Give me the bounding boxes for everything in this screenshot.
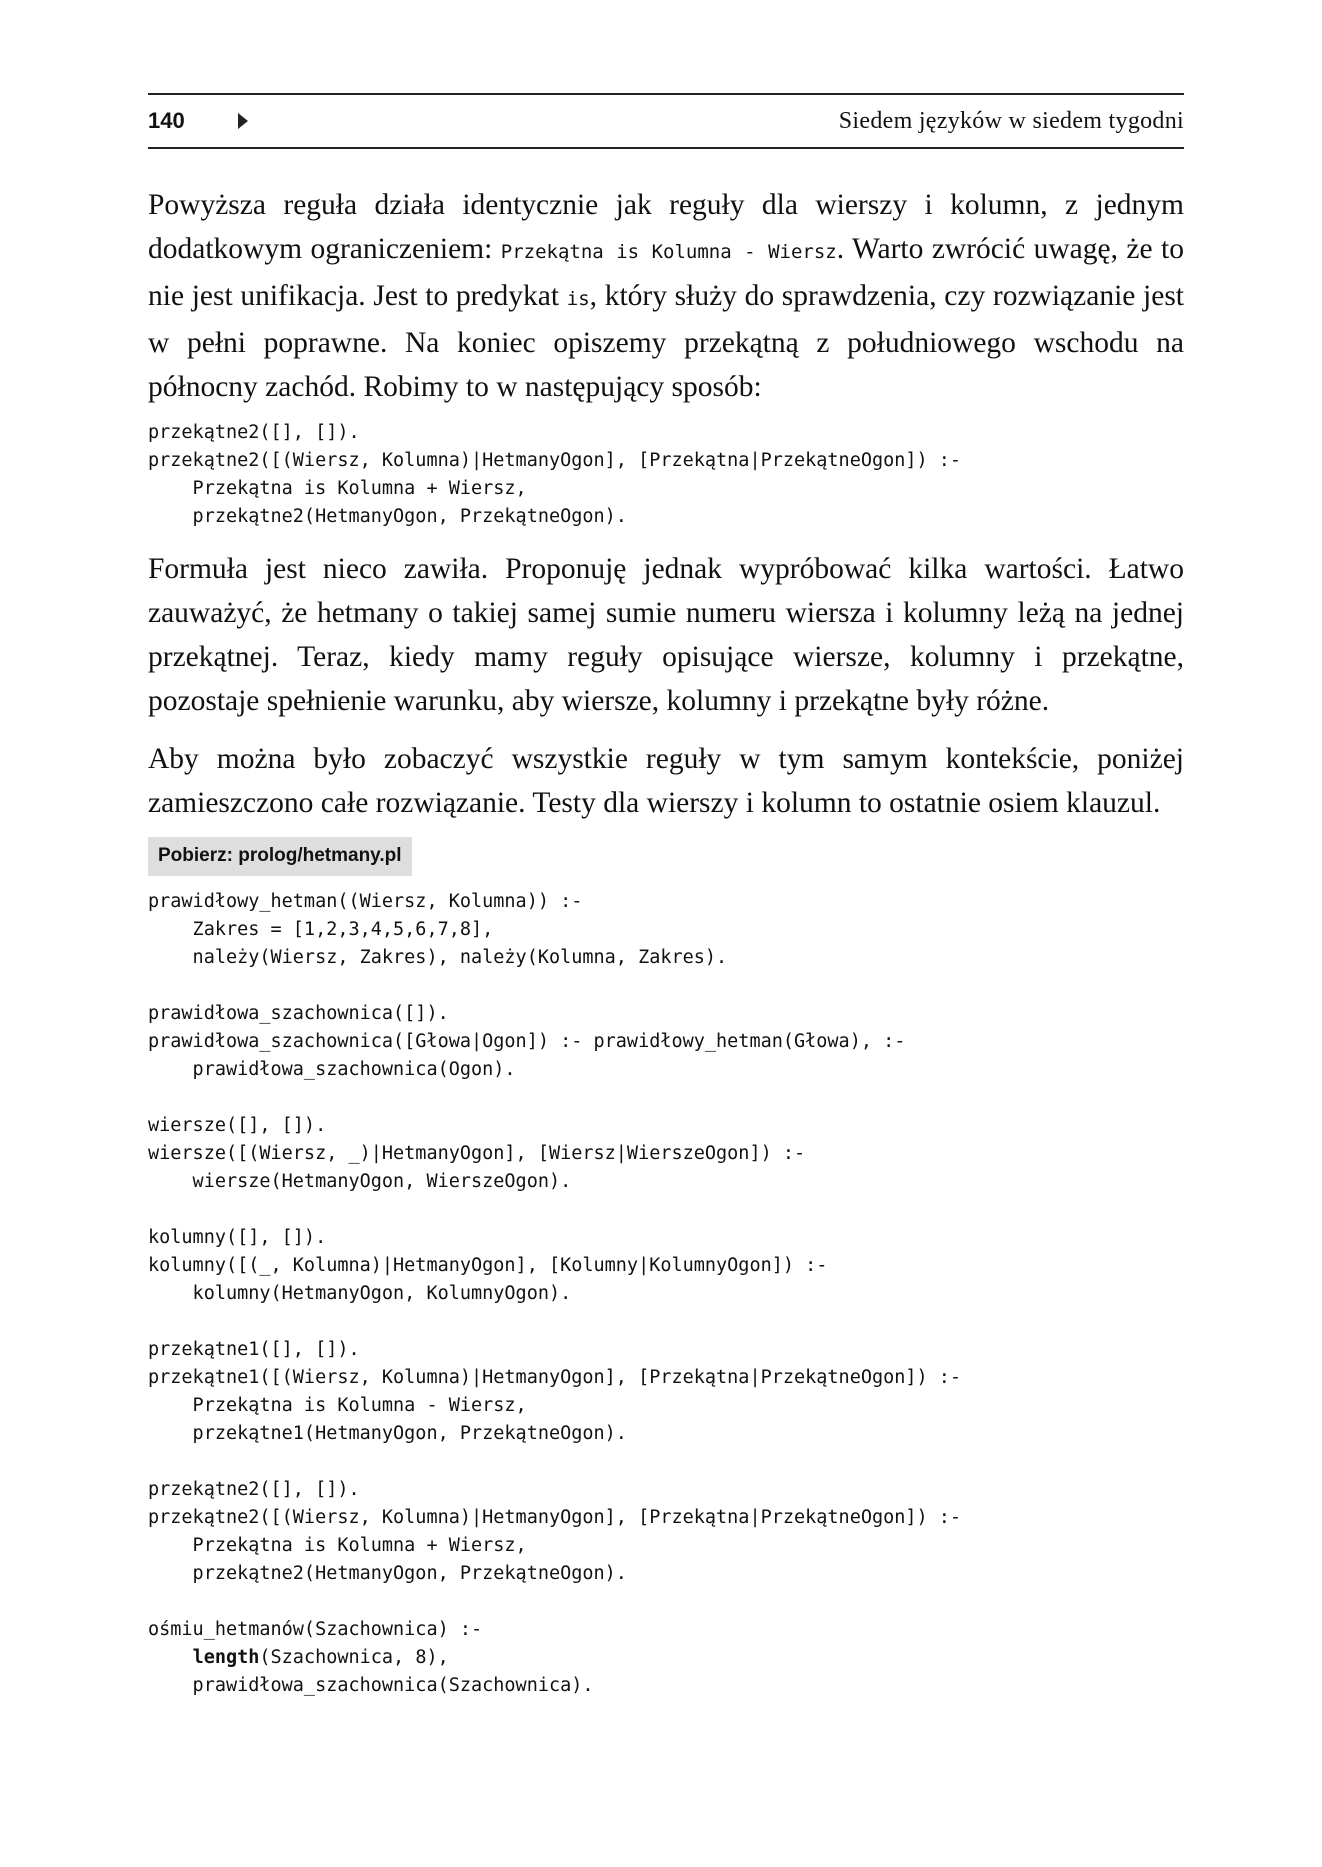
code-line: wiersze([(Wiersz, _)|HetmanyOgon], [Wiersz|WierszeOgon]) :-	[148, 1143, 806, 1164]
code-line: przekątne1(HetmanyOgon, PrzekątneOgon).	[148, 1423, 627, 1444]
code-line: kolumny(HetmanyOgon, KolumnyOgon).	[148, 1283, 572, 1304]
code-blank-line	[148, 1588, 1184, 1616]
code-listing-hetmany	[148, 888, 1184, 1700]
paragraph-1	[148, 183, 1184, 409]
code-blank-line	[148, 1084, 1184, 1112]
code-line-rest: (Szachownica, 8),	[259, 1647, 449, 1668]
code-keyword-length: length	[192, 1647, 260, 1668]
code-line: prawidłowa_szachownica([Głowa|Ogon]) :- prawidłowy_hetman(Głowa), :-	[148, 1031, 906, 1052]
code-line: przekątne2(HetmanyOgon, PrzekątneOgon).	[148, 1563, 627, 1584]
code-line: przekątne2([], []).	[148, 422, 360, 443]
page-header	[148, 93, 1184, 149]
paragraph-1-text-c: , który służy do sprawdzenia, czy rozwiązanie jest w pełni poprawne. Na koniec opiszemy przekątną z południowego wschodu na północny zachód. Robimy to w następujący sposób:	[148, 280, 1184, 403]
code-line: Zakres = [1,2,3,4,5,6,7,8],	[148, 919, 494, 940]
code-listing-przekatne2	[148, 419, 1184, 531]
code-line: kolumny([(_, Kolumna)|HetmanyOgon], [Kolumny|KolumnyOgon]) :-	[148, 1255, 828, 1276]
code-indent	[148, 1647, 193, 1668]
paragraph-1-text-a: Powyższa reguła działa identycznie jak reguły dla wierszy i kolumn, z jednym dodatkowym ograniczeniem:	[148, 189, 1184, 265]
code-line: przekątne1([], []).	[148, 1339, 360, 1360]
code-line: przekątne2(HetmanyOgon, PrzekątneOgon).	[148, 506, 627, 527]
book-page	[148, 93, 1184, 1700]
triangle-right-icon	[238, 113, 248, 129]
code-line: Przekątna is Kolumna + Wiersz,	[148, 478, 527, 499]
code-line-length	[148, 1644, 1184, 1672]
paragraph-1-text-b: . Warto zwrócić uwagę, że to nie jest unifikacja. Jest to predykat	[148, 233, 1184, 312]
code-blank-line	[148, 1448, 1184, 1476]
code-line: przekątne1([(Wiersz, Kolumna)|HetmanyOgon], [Przekątna|PrzekątneOgon]) :-	[148, 1367, 962, 1388]
page-number: 140	[148, 108, 185, 133]
inline-code-przekatna: Przekątna is Kolumna - Wiersz	[500, 241, 837, 263]
download-link[interactable]: Pobierz: prolog/hetmany.pl	[148, 837, 412, 876]
code-line: wiersze(HetmanyOgon, WierszeOgon).	[148, 1171, 572, 1192]
code-line: prawidłowa_szachownica([]).	[148, 1003, 449, 1024]
code-blank-line	[148, 1308, 1184, 1336]
inline-code-is: is	[566, 288, 590, 310]
code-line: prawidłowy_hetman((Wiersz, Kolumna)) :-	[148, 891, 583, 912]
code-line: należy(Wiersz, Zakres), należy(Kolumna, Zakres).	[148, 947, 728, 968]
download-bar	[148, 837, 1184, 876]
code-blank-line	[148, 972, 1184, 1000]
code-line: wiersze([], []).	[148, 1115, 327, 1136]
code-line: Przekątna is Kolumna + Wiersz,	[148, 1535, 527, 1556]
code-line: przekątne2([(Wiersz, Kolumna)|HetmanyOgon], [Przekątna|PrzekątneOgon]) :-	[148, 1507, 962, 1528]
running-title: Siedem języków w siedem tygodni	[838, 107, 1184, 134]
code-line: przekątne2([], []).	[148, 1479, 360, 1500]
code-blank-line	[148, 1196, 1184, 1224]
paragraph-3: Aby można było zobaczyć wszystkie reguły w tym samym kontekście, poniżej zamieszczono całe rozwiązanie. Testy dla wierszy i kolumn to ostatnie osiem klauzul.	[148, 743, 1184, 819]
code-line: prawidłowa_szachownica(Szachownica).	[148, 1675, 594, 1696]
code-line: kolumny([], []).	[148, 1227, 327, 1248]
code-line: Przekątna is Kolumna - Wiersz,	[148, 1395, 527, 1416]
paragraph-2: Formuła jest nieco zawiła. Proponuję jednak wypróbować kilka wartości. Łatwo zauważyć, że hetmany o takiej samej sumie numeru wiersza i kolumny leżą na jednej przekątnej. Teraz, kiedy mamy reguły opisujące wiersze, kolumny i przekątne, pozostaje spełnienie warunku, aby wiersze, kolumny i przekątne były różne.	[148, 553, 1184, 717]
code-line: przekątne2([(Wiersz, Kolumna)|HetmanyOgon], [Przekątna|PrzekątneOgon]) :-	[148, 450, 962, 471]
code-line: prawidłowa_szachownica(Ogon).	[148, 1059, 516, 1080]
code-line: ośmiu_hetmanów(Szachownica) :-	[148, 1619, 483, 1640]
